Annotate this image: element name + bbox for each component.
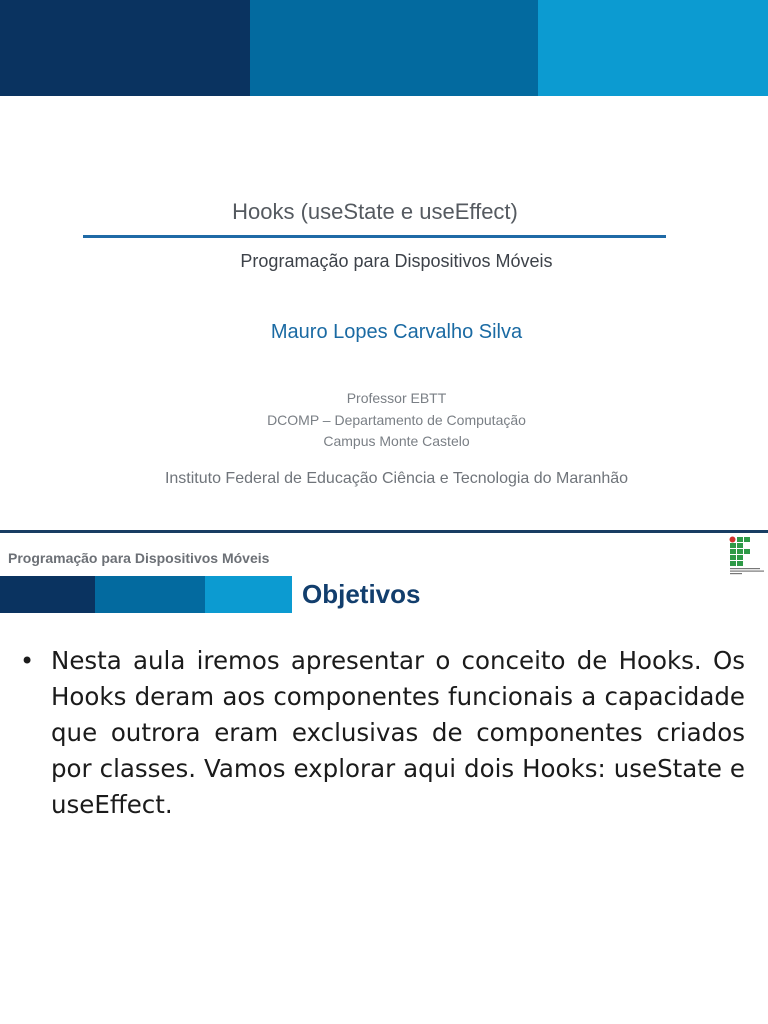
section-bar-light-blue-segment <box>205 576 292 613</box>
bullet-marker: • <box>20 647 35 675</box>
bullet-item-text: Nesta aula iremos apresentar o conceito de Hooks. Os Hooks deram aos componentes funcionais a capacidade que outrora eram exclusivas de componentes criados por classes. Vamos explorar aqui dois Hooks: useState e useEffect. <box>51 646 745 819</box>
section-heading: Objetivos <box>302 579 421 609</box>
header-bar-navy-segment <box>0 0 250 96</box>
section-color-bar <box>0 576 292 613</box>
author-department: DCOMP – Departamento de Computação <box>267 412 526 428</box>
header-bar-light-blue-segment <box>538 0 768 96</box>
course-subtitle: Programação para Dispositivos Móveis <box>240 251 553 271</box>
author-role-title: Professor EBTT <box>346 390 447 406</box>
bullet-list <box>20 643 748 823</box>
ifma-logo-icon <box>729 536 765 576</box>
title-underline <box>83 235 666 238</box>
course-header-label: Programação para Dispositivos Móveis <box>8 550 270 566</box>
institute-name: Instituto Federal de Educação Ciência e Tecnologia do Maranhão <box>164 470 629 487</box>
header-bar-blue-segment <box>250 0 538 96</box>
content-slide <box>0 533 768 1024</box>
header-color-bar <box>0 0 768 96</box>
section-bar-navy-segment <box>0 576 95 613</box>
slide-title: Hooks (useState e useEffect) <box>232 199 518 224</box>
author-campus: Campus Monte Castelo <box>323 433 470 449</box>
author-name: Mauro Lopes Carvalho Silva <box>270 321 523 343</box>
section-bar-blue-segment <box>95 576 205 613</box>
